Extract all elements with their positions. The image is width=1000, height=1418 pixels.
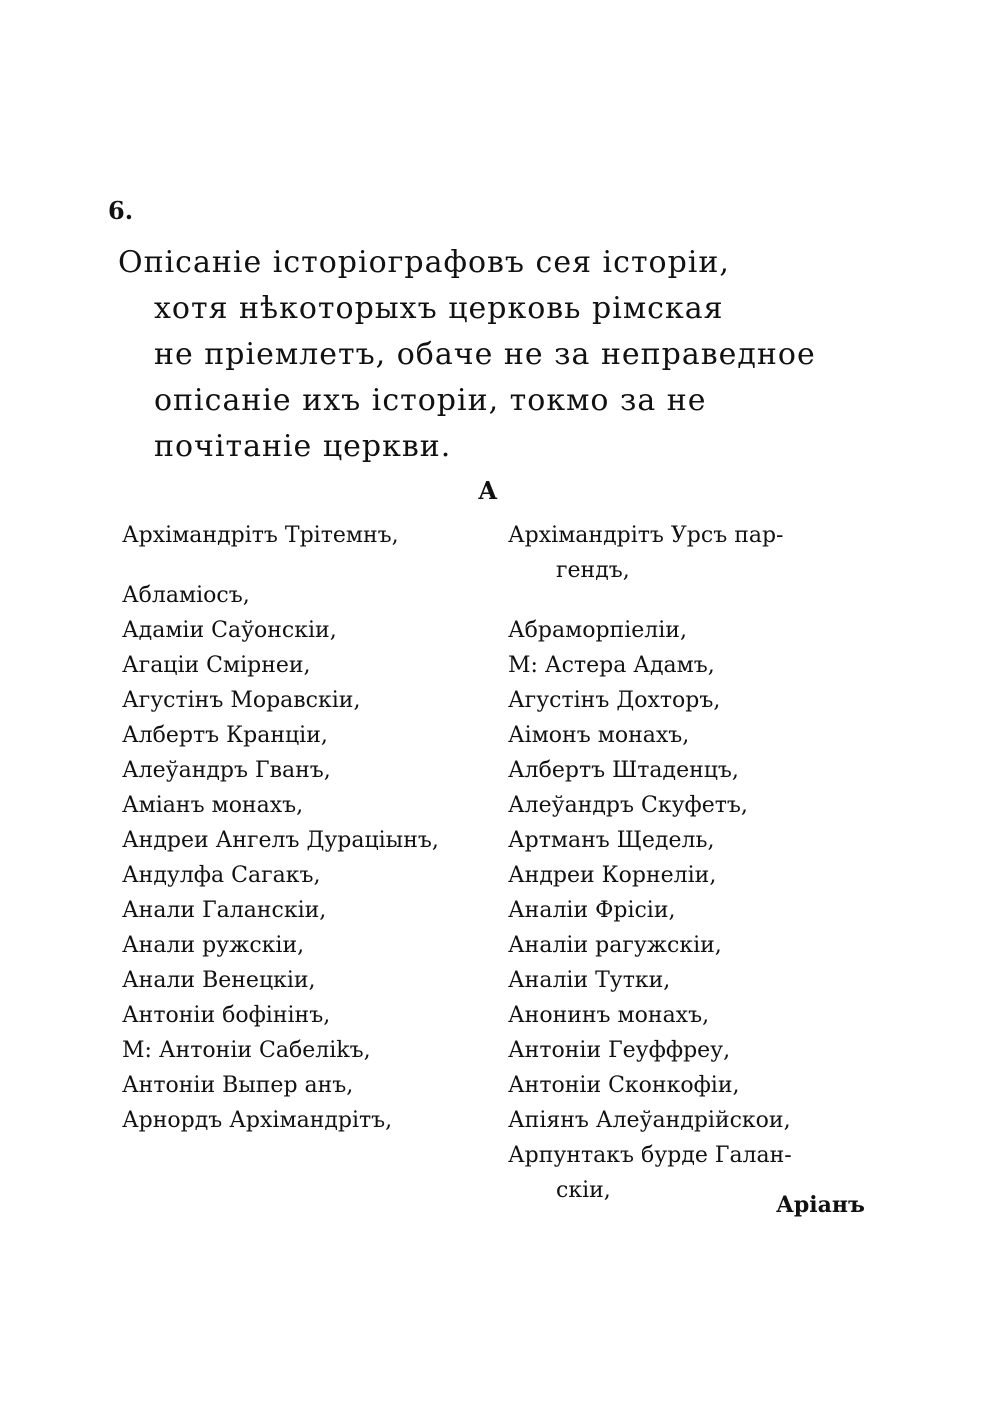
list-item: Аналіи Тутки,	[508, 968, 671, 993]
list-item: Андреи Корнеліи,	[508, 863, 717, 888]
list-item: Аімонъ монахъ,	[508, 723, 690, 748]
list-item: Анали Галанскіи,	[122, 898, 327, 923]
list-item: Архімандрітъ Урсъ пар-	[508, 523, 784, 548]
list-item: Адаміи Саўонскіи,	[122, 618, 337, 643]
list-item: Абраморпіеліи,	[508, 618, 687, 643]
list-item: Агаціи Смірнеи,	[122, 653, 311, 678]
page-heading	[118, 240, 868, 470]
list-item: Анали Венецкіи,	[122, 968, 316, 993]
list-item: Агустінъ Дохторъ,	[508, 688, 721, 713]
section-letter: А	[478, 476, 498, 505]
list-item: Андулфа Сагакъ,	[122, 863, 321, 888]
heading-line: не пріемлетъ, обаче не за неправедное	[154, 337, 816, 372]
list-item: Албертъ Штаденцъ,	[508, 758, 739, 783]
list-item: Арнордъ Архімандрітъ,	[122, 1108, 393, 1133]
list-item: Анонинъ монахъ,	[508, 1003, 710, 1028]
heading-line: почітаніе церкви.	[154, 429, 452, 464]
list-item: Антоніи Геуффреу,	[508, 1038, 731, 1063]
catchword: Аріанъ	[776, 1192, 865, 1218]
list-item: Албертъ Кранціи,	[122, 723, 328, 748]
list-item: Аналіи Фрісіи,	[508, 898, 676, 923]
list-item: Алеўандръ Скуфетъ,	[508, 793, 748, 818]
list-item: Арпунтакъ бурде Галан-	[508, 1143, 792, 1168]
page-number: 6.	[108, 196, 134, 225]
list-item-continuation: скіи,	[556, 1178, 611, 1203]
list-item: Артманъ Щедель,	[508, 828, 715, 853]
list-item: Аналіи рагужскіи,	[508, 933, 722, 958]
heading-line: хотя нѣкоторыхъ церковь рімская	[154, 291, 724, 326]
list-item-continuation: гендъ,	[556, 558, 630, 583]
heading-line: опісаніе ихъ історіи, токмо за не	[154, 383, 707, 418]
list-item: Андреи Ангелъ Дураціынъ,	[122, 828, 439, 853]
list-item: М: Астера Адамъ,	[508, 653, 715, 678]
list-item: Аміанъ монахъ,	[122, 793, 304, 818]
list-item: Агустінъ Моравскіи,	[122, 688, 361, 713]
list-item: Архімандрітъ Трітемнъ,	[122, 523, 399, 548]
list-item: Алеўандръ Гванъ,	[122, 758, 331, 783]
list-item: Антоніи Выпер анъ,	[122, 1073, 354, 1098]
list-item: М: Антоніи Сабеліkъ,	[122, 1038, 371, 1063]
list-item: Антоніи Сконкофіи,	[508, 1073, 740, 1098]
list-item: Антоніи бофінінъ,	[122, 1003, 331, 1028]
list-item: Анали ружскіи,	[122, 933, 305, 958]
heading-line: Опісаніе історіографовъ сея історіи,	[118, 245, 730, 280]
list-item: Абламіосъ,	[122, 583, 250, 608]
left-column	[122, 518, 492, 1138]
right-column	[508, 518, 880, 1208]
list-item: Апіянъ Алеўандрійскои,	[508, 1108, 791, 1133]
